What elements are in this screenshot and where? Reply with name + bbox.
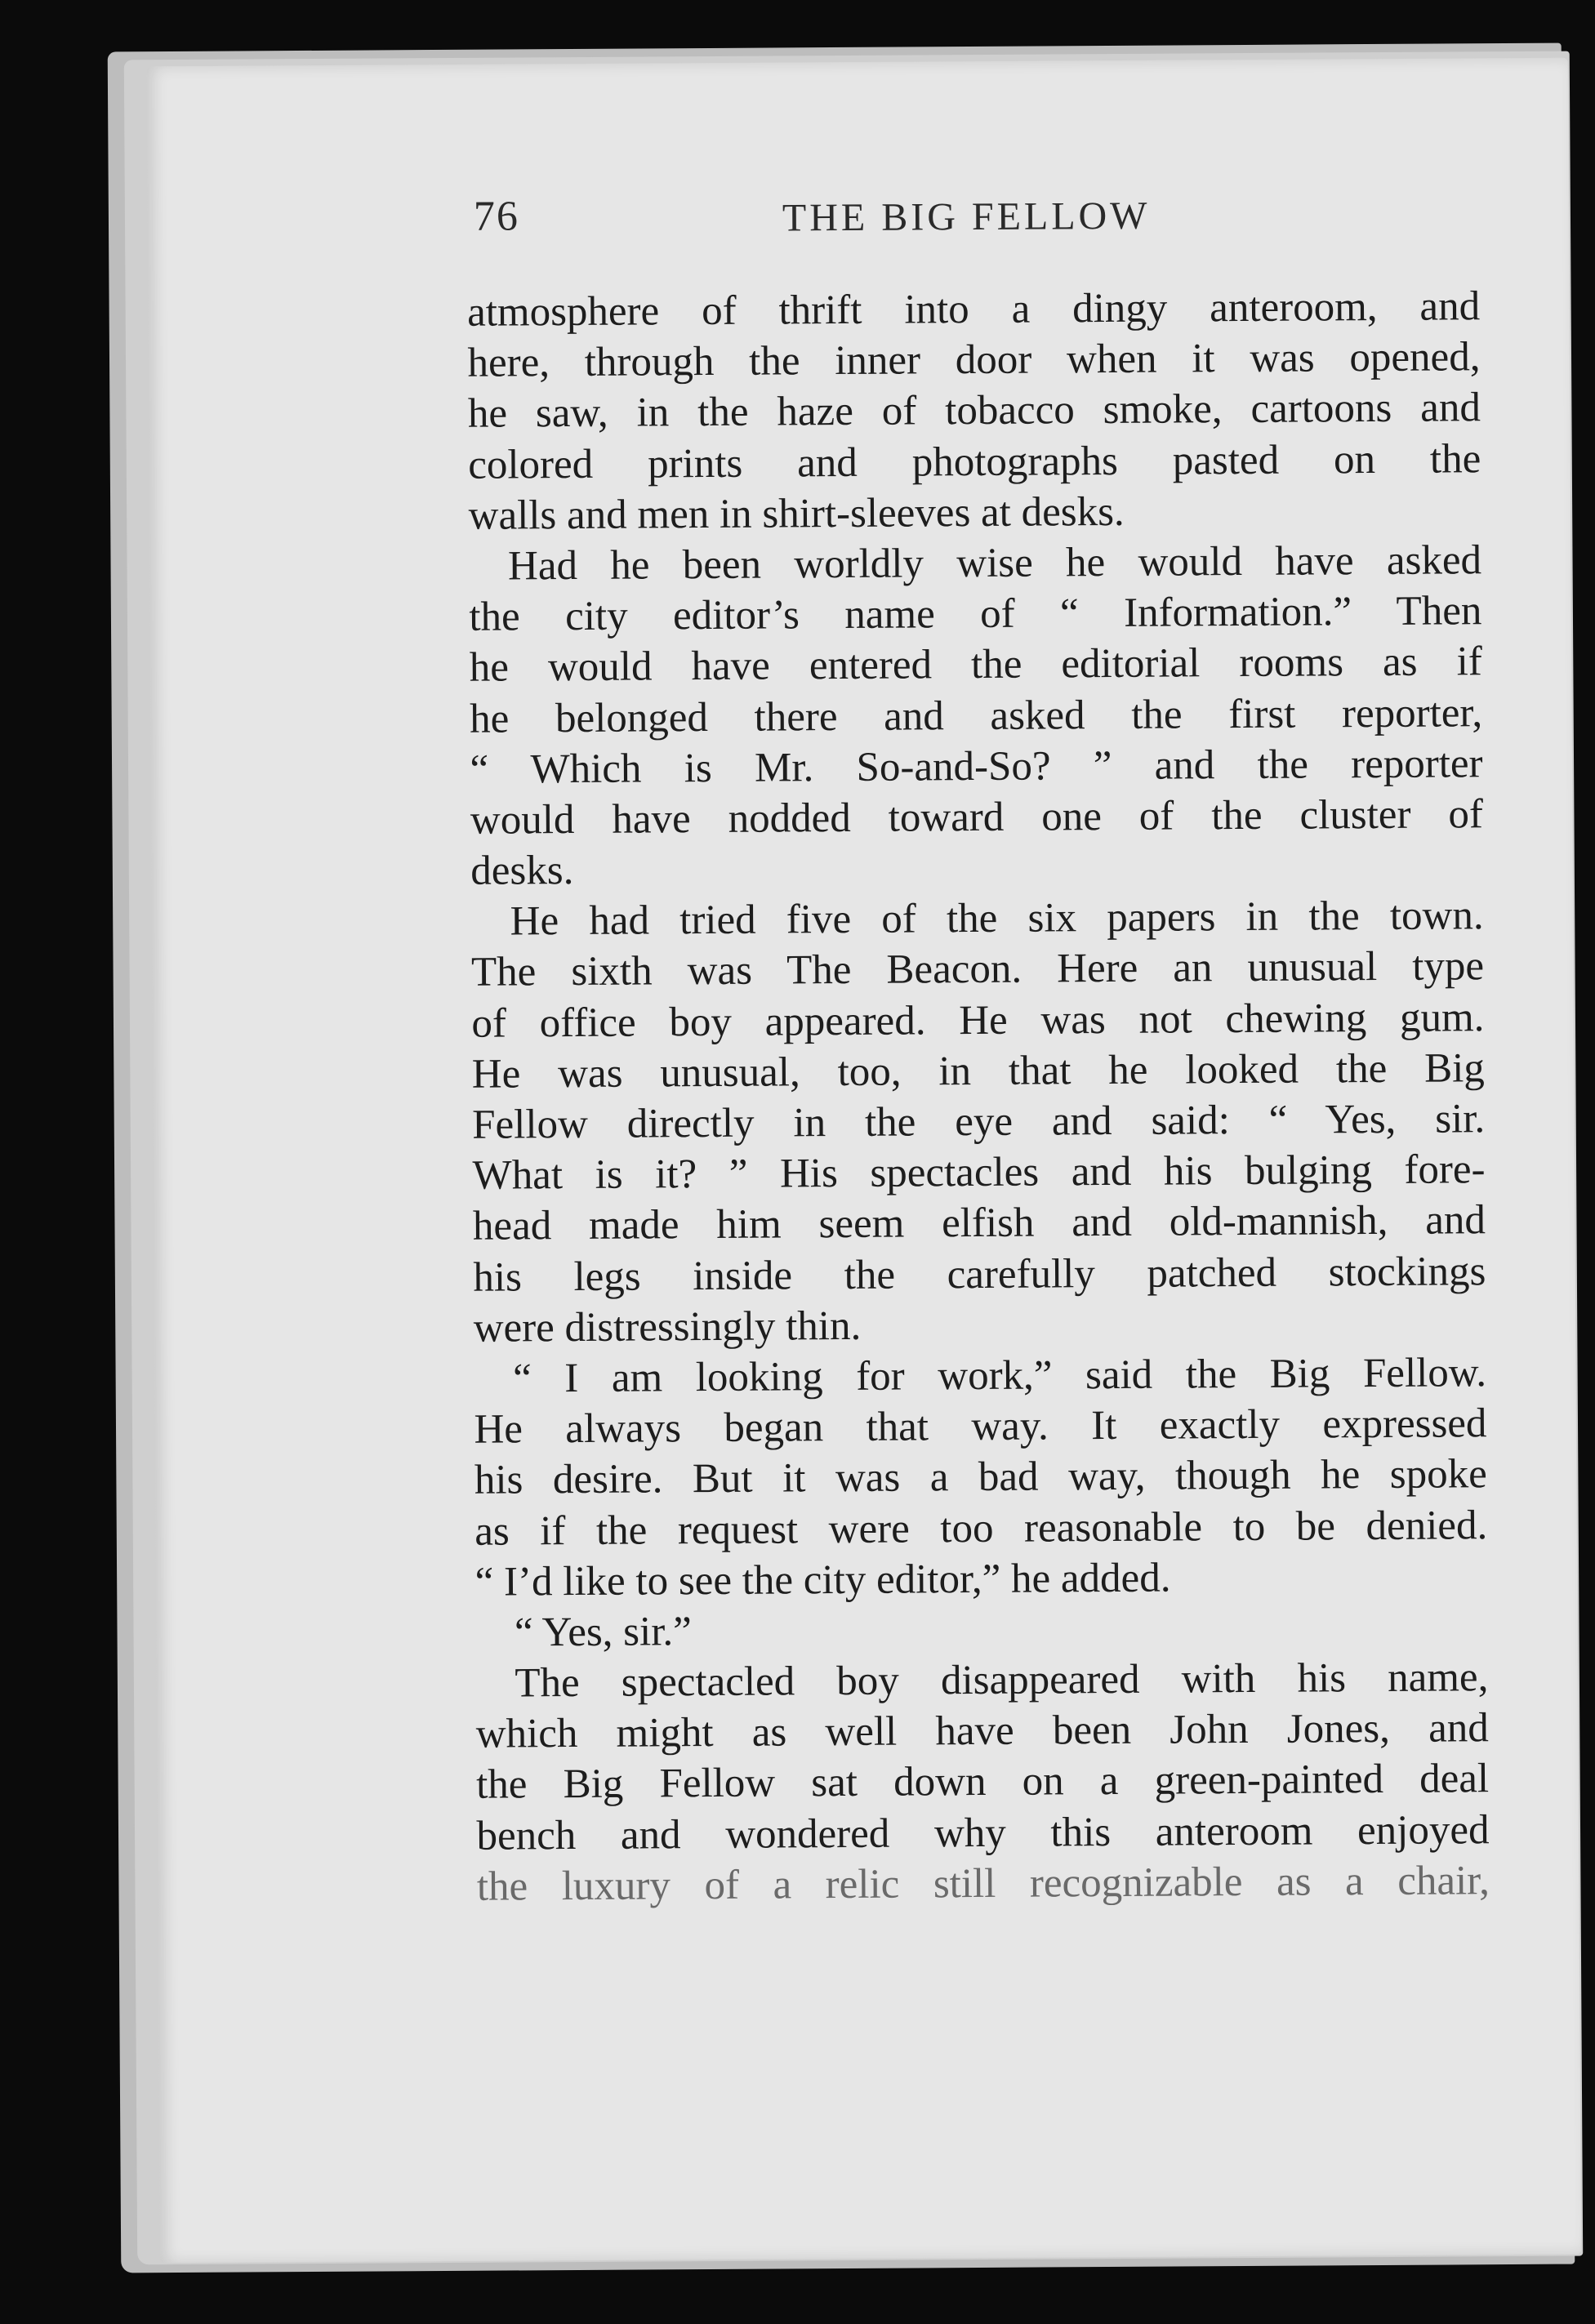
text-line: were distressingly thin. (473, 1302, 862, 1351)
text-line: head made him seem elfish and old-mannish, and (472, 1197, 1486, 1250)
page-number: 76 (473, 193, 520, 240)
text-line: “ Yes, sir.” (514, 1609, 692, 1656)
text-line: He was unusual, too, in that he looked the Big (471, 1045, 1485, 1097)
text-line: What is it? ” His spectacles and his bulging fore- (472, 1146, 1486, 1199)
text-line: would have nodded toward one of the cluster of (470, 791, 1484, 844)
text-line: “ I’d like to see the city editor,” he added. (474, 1555, 1171, 1605)
text-line: walls and men in shirt-sleeves at desks. (468, 488, 1125, 539)
body-text (467, 281, 1490, 1912)
text-line: the city editor’s name of “ Information.” Then (469, 588, 1482, 640)
text-line: the Big Fellow sat down on a green-painted deal (475, 1756, 1490, 1809)
text-line: bench and wondered why this anteroom enjoyed (476, 1806, 1490, 1859)
text-line: he saw, in the haze of tobacco smoke, cartoons and (467, 385, 1481, 438)
page-header (474, 186, 1487, 266)
text-line: he belonged there and asked the first reporter, (469, 689, 1483, 742)
text-line: Had he been worldly wise he would have asked (507, 537, 1482, 590)
text-line: his legs inside the carefully patched stockings (473, 1248, 1486, 1301)
text-line: here, through the inner door when it was opened, (467, 334, 1481, 386)
text-line: as if the request were too reasonable to be denied. (474, 1502, 1488, 1555)
text-line: desks. (470, 848, 574, 894)
text-line: The sixth was The Beacon. Here an unusual type (470, 943, 1485, 996)
text-line: his desire. But it was a bad way, though he spoke (474, 1451, 1488, 1504)
text-line: colored prints and photographs pasted on the (468, 435, 1481, 488)
text-line: the luxury of a relic still recognizable as a chair, (476, 1858, 1490, 1910)
text-line: of office boy appeared. He was not chewing gum. (471, 994, 1485, 1047)
text-line: He had tried five of the six papers in the town. (510, 893, 1484, 945)
text-line: He always began that way. It exactly expressed (474, 1400, 1487, 1453)
text-line: which might as well have been John Jones, and (475, 1705, 1489, 1758)
text-line: Fellow directly in the eye and said: “ Yes, sir. (472, 1096, 1486, 1148)
text-line: atmosphere of thrift into a dingy anteroom, and (466, 283, 1481, 336)
text-line: he would have entered the editorial rooms as if (469, 639, 1482, 692)
running-head: THE BIG FELLOW (782, 194, 1151, 240)
text-line: The spectacled boy disappeared with his name, (515, 1654, 1489, 1707)
text-line: “ Which is Mr. So-and-So? ” and the reporter (470, 740, 1483, 793)
text-line: “ I am looking for work,” said the Big Fellow. (512, 1350, 1487, 1402)
